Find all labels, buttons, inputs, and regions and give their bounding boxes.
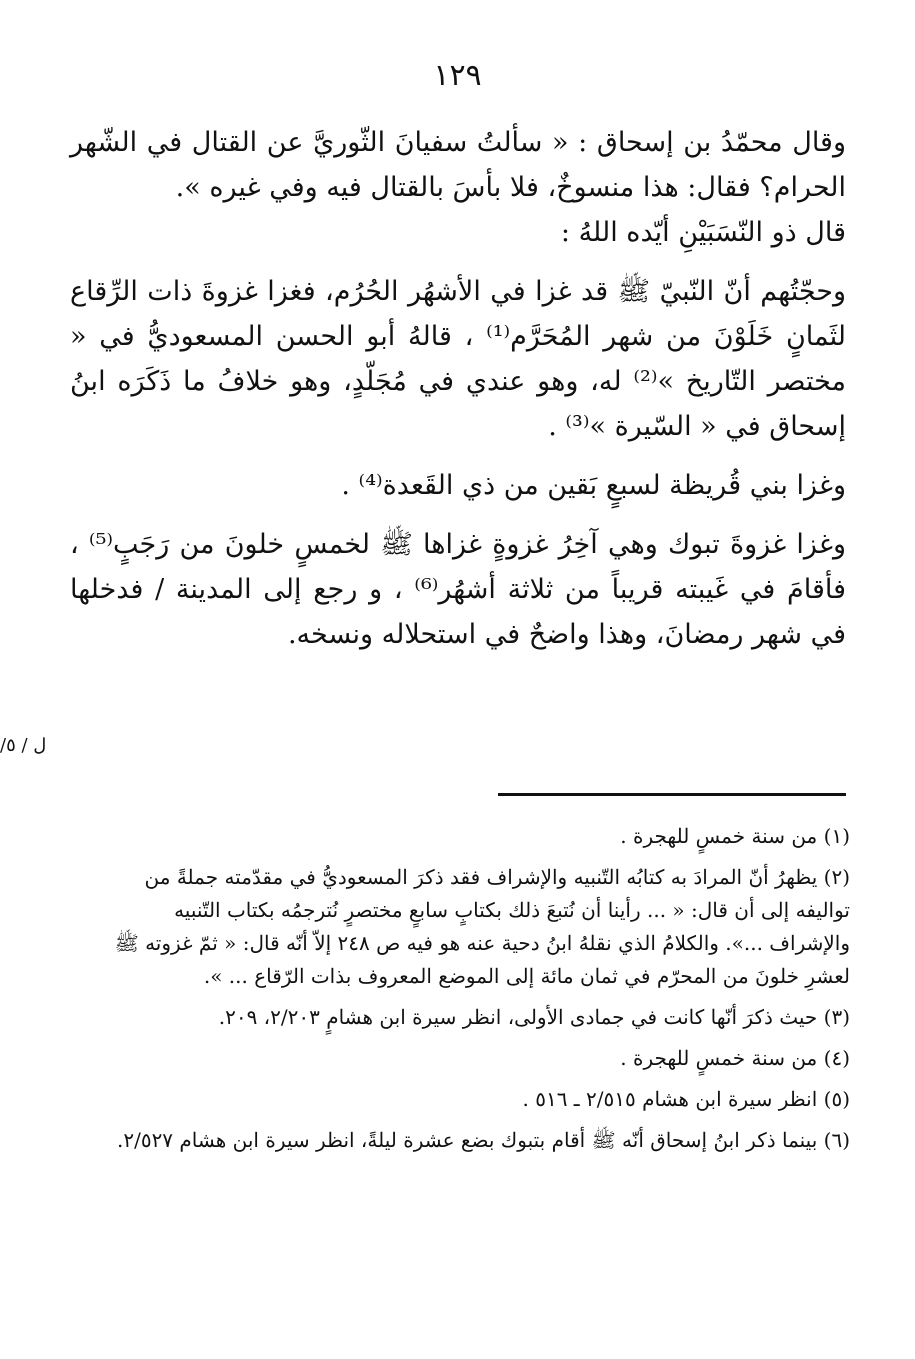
- footnote-5: (٥) انظر سيرة ابن هشام ٢/٥١٥ ـ ٥١٦ .: [522, 1087, 850, 1111]
- footnote-separator: [498, 793, 846, 796]
- main-text: [70, 120, 846, 657]
- paragraph-thawri-quote: وقال محمّدُ بن إسحاق : « سألتُ سفيانَ الثّوريَّ عن القتال في الشّهر الحرام؟ فقال: هذا منسوخٌ، فلا بأسَ بالقتال فيه وفي غيره ».: [70, 127, 846, 203]
- footnote-2: (٢) يظهرُ أنّ المرادَ به كتابُه التّنبيه والإشراف فقد ذكرَ المسعوديُّ في مقدّمته جملةً من تواليفه إلى أن قال: « ... رأينا أن نُتبعَ ذلك بكتابٍ سابعٍ مختصرٍ نُترجمُه بكتاب التّنبيه والإشراف ...». والكلامُ الذي نقلهُ ابنُ دحية عنه هو فيه ص ٢٤٨ إلاّ أنّه قال: « ثمّ غزوته ﷺ لعشرِ خلونَ من المحرّم في ثمان مائة إلى الموضع المعروف بذات الرّقاع ... ».: [114, 865, 850, 988]
- paragraph-author-heading: قال ذو النّسَبَيْنِ أيّده اللهُ :: [560, 217, 846, 248]
- page-number: ١٢٩: [433, 58, 482, 93]
- footnote-4: (٤) من سنة خمسٍ للهجرة .: [620, 1046, 850, 1070]
- paragraph-tabuk: وغزا غزوةَ تبوك وهي آخِرُ غزوةٍ غزاها ﷺ لخمسٍ خلونَ من رَجَبٍ⁽⁵⁾ ، فأقامَ في غَيبته قريباً من ثلاثة أشهُر⁽⁶⁾ ، و رجع إلى المدينة / فدخلها في شهر رمضانَ، وهذا واضحٌ في استحلاله ونسخه.: [70, 529, 846, 650]
- paragraph-dhat-al-riqa: وحجّتُهم أنّ النّبيّ ﷺ قد غزا في الأشهُر الحُرُم، فغزا غزوةَ ذات الرِّقاع لثَمانٍ خَلَوْنَ من شهر المُحَرَّم⁽¹⁾ ، قالهُ أبو الحسن المسعوديُّ في « مختصر التّاريخ »⁽²⁾ له، وهو عندي في مُجَلّدٍ، وهو خلافُ ما ذَكَرَه ابنُ إسحاق في « السّيرة »⁽³⁾ .: [70, 276, 846, 442]
- footnote-6: (٦) بينما ذكر ابنُ إسحاق أنّه ﷺ أقام بتبوك بضع عشرة ليلةً، انظر سيرة ابن هشام ٢/٥٢٧.: [116, 1128, 850, 1152]
- paragraph-qurayza: وغزا بني قُريظة لسبعٍ بَقين من ذي القَعدة⁽⁴⁾ .: [341, 470, 846, 501]
- footnote-1: (١) من سنة خمسٍ للهجرة .: [620, 824, 850, 848]
- margin-manuscript-note: ل / ٥/: [0, 735, 47, 756]
- footnotes: [90, 820, 850, 1157]
- footnote-3: (٣) حيث ذكرَ أنّها كانت في جمادى الأولى، انظر سيرة ابن هشامٍ ٢/٢٠٣، ٢٠٩.: [218, 1005, 850, 1029]
